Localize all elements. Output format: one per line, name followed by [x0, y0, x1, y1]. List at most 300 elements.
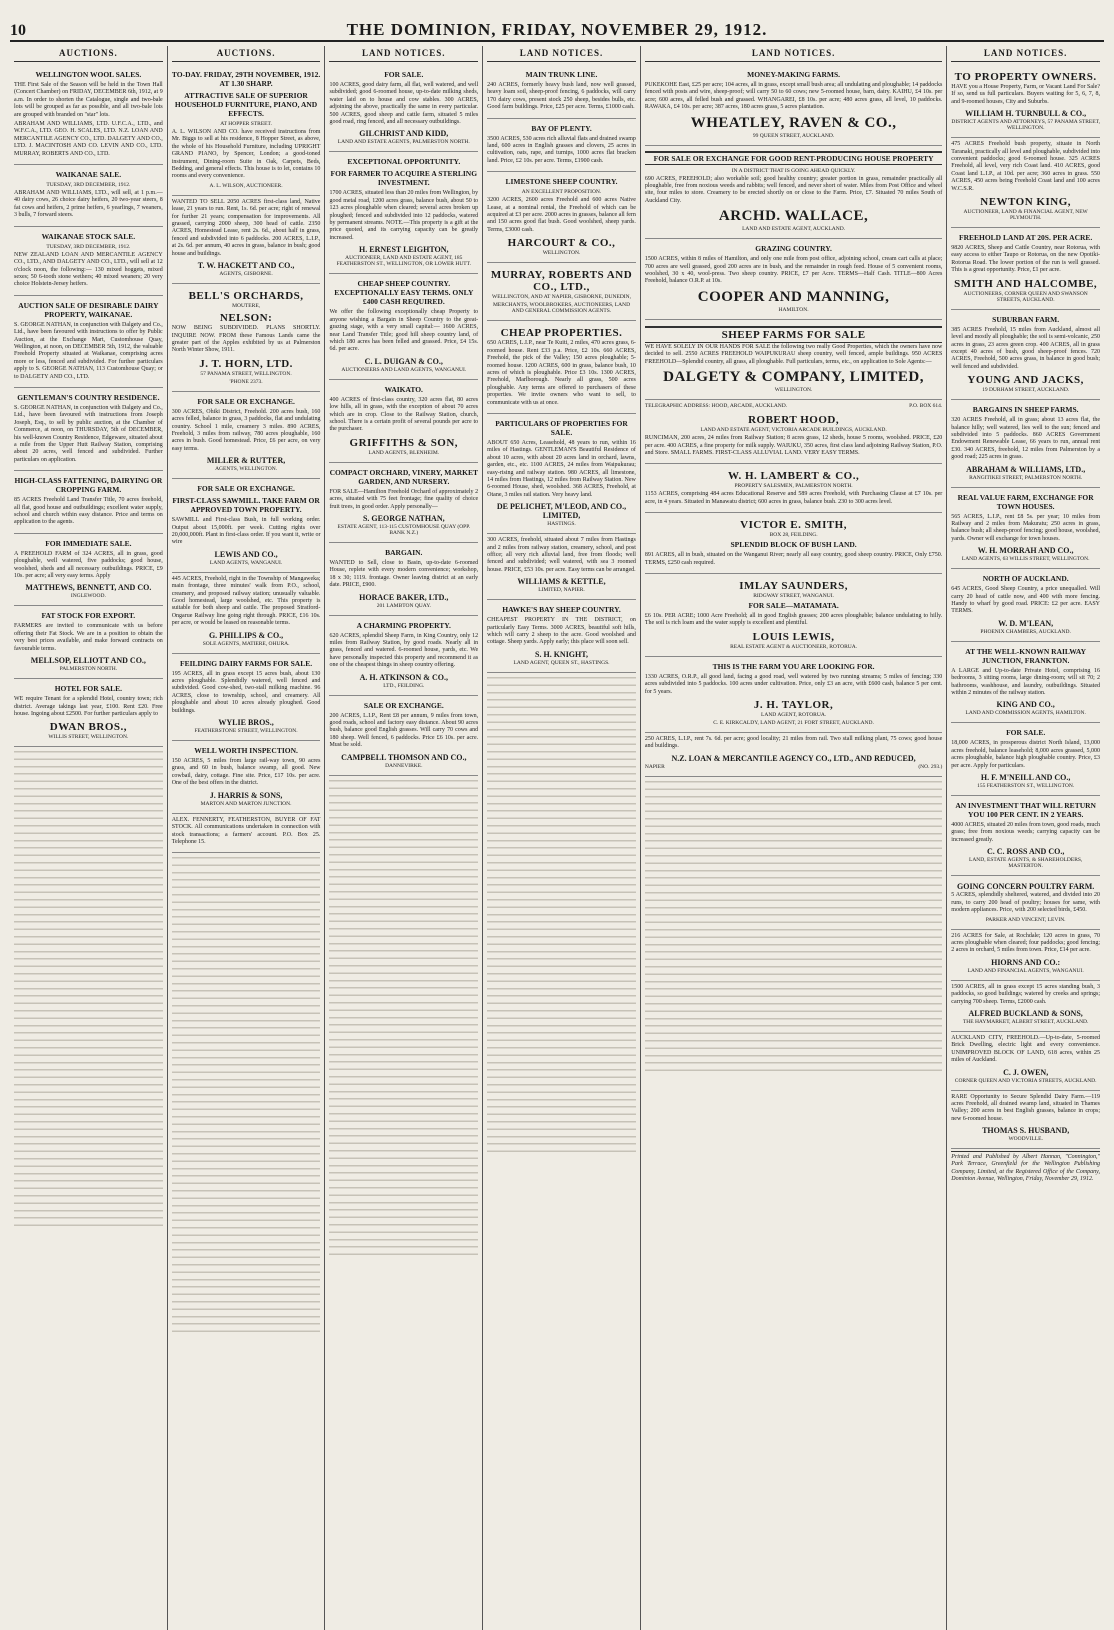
ad-body: 300 ACRES, freehold, situated about 7 miles from Hastings and 2 miles from railway station, creamery, school, and post office; all very rich alluvial land, free from floods; well fenced and subdivided; well watered, with sea 3 roomed house. PRICE, £53 10s. per acre. Easy terms can be arranged.: [487, 537, 636, 573]
advertisement: [14, 65, 163, 165]
advertisement: [172, 284, 321, 392]
ad-firm: MATTHEWS, BENNETT, AND CO.: [25, 583, 152, 593]
ad-heading: FREEHOLD LAND AT 20S. PER ACRE.: [959, 233, 1093, 243]
ad-firm: ARCHD. WALLACE,: [718, 208, 869, 225]
advertisement: [487, 263, 636, 321]
ad-firm: A. H. ATKINSON & CO.,: [359, 672, 448, 682]
ad-firm: YOUNG AND JACKS,: [967, 374, 1084, 387]
ad-firm-place: 201 LAMBTON QUAY.: [376, 602, 431, 609]
ad-firm: DALGETY & COMPANY, LIMITED,: [663, 369, 925, 386]
advertisement: [329, 274, 478, 379]
ad-firm-place: AGENTS, GISBORNE.: [219, 271, 273, 278]
ad-title: ATTRACTIVE SALE OF SUPERIOR HOUSEHOLD FURNITURE, PIANO, AND EFFECTS.: [174, 91, 318, 118]
advertisement: [329, 616, 478, 696]
ad-heading: HAWKE'S BAY SHEEP COUNTRY.: [502, 605, 621, 615]
advertisement: [172, 392, 321, 479]
ad-firm: T. W. HACKETT AND CO.,: [197, 261, 295, 271]
ad-body: 1500 ACRES, within 8 miles of Hamilton, and only one mile from post office, adjoining school, cream cart calls at place; 700 acres are well grassed, good 200 acres are in bush, and the remainder in rough feed. House of 5 convenient rooms, woolshed, 30 x 40, wool-press. Two sheep country. PRICE, £7 per Acre. TERMS—Half Cash. TITLE—800 Acres Freehold, balance O.R.P. at 10s.: [644, 256, 943, 285]
ad-heading: TO-DAY. FRIDAY, 29TH NOVEMBER, 1912. AT 1.30 SHARP.: [171, 70, 321, 88]
advertisement: [645, 320, 942, 400]
ad-firm-place: AUCTIONEER, LAND & FINANCIAL AGENT, NEW PLYMOUTH.: [963, 209, 1088, 222]
ad-firm-place: AGENTS, WELLINGTON.: [215, 466, 278, 473]
ad-heading: AT THE WELL-KNOWN RAILWAY JUNCTION, FRANKTON.: [965, 646, 1087, 665]
advertisement: [14, 606, 163, 679]
ad-firm: WHEATLEY, RAVEN & CO.,: [690, 114, 897, 131]
ad-firm: WYLIE BROS.,: [218, 718, 274, 728]
ad-heading: FOR IMMEDIATE SALE.: [45, 538, 132, 548]
ad-body: 385 ACRES Freehold, 15 miles from Auckland, almost all level and mostly all ploughable; the soil is semi-volcanic, 250 acres in grass, 23 acres green crop. 400 ACRES, all in grass except 40 acres of bush, good sheep-proof fences. 720 ACRES, Freehold, 500 acres grass, in balance in good bush; well fenced and subdivided.: [951, 326, 1101, 370]
advertisement: [951, 310, 1100, 400]
advertisement: [645, 400, 942, 464]
ad-heading: WAIKANAE SALE.: [55, 170, 122, 180]
telegraphic-address: TELEGRAPHIC ADDRESS: HOOD, ARCADE, AUCKLAND.: [644, 403, 788, 410]
ad-firm: WILLIAM H. TURNBULL & CO.,: [965, 109, 1087, 119]
ad-body: 18,000 ACRES, in prosperous district North Island, 13,000 acres freehold, balance leasehold; 8,000 acres grassed, 5,000 acres ploughable, balance high ploughable country. Price, £3 per acre. Apply for particulars.: [951, 740, 1101, 769]
ad-firm: COOPER AND MANNING,: [697, 288, 890, 305]
ad-firm-place: LAND AND COMMISSION AGENTS, HAMILTON.: [965, 710, 1086, 717]
ad-firm: ROBERT HOOD,: [748, 414, 840, 427]
column-1: [10, 46, 168, 1630]
ad-body: FOR SALE—Hamilton Freehold Orchard of approximately 2 acres, situated with 75 feet frontage; fine quality of choice fruit trees, in good order. Apply personally—: [329, 488, 479, 510]
ad-body: 620 ACRES, splendid Sheep Farm, in King Country, only 12 miles from Railway Station, by good roads. Nearly all in grass, fenced and watered. 6-roomed house, yards, etc. We have personally inspected this property and recommend it as one of the cheapest things in sheep country offering.: [329, 632, 479, 669]
ad-agent: LOUIS LEWIS,: [752, 630, 835, 643]
ad-firm: HORACE BAKER, LTD.,: [359, 592, 449, 602]
ad-firm-place: LAND AGENTS, BLENHEIM.: [368, 449, 440, 456]
ad-firm: WILLIAMS & KETTLE,: [517, 577, 606, 587]
ad-body: 475 ACRES Freehold bush property, situate in North Taranaki, practically all level and ploughable, subdivided into convenient paddocks; good 6-roomed house. 325 ACRES Freehold, all level, very rich Coast land. 410 ACRES, good Coast land L.I.P., at 10d. per acre; 360 acres in grass. 550 ACRES, 450 acres being Freehold Coast land and 100 acres W.C.S.R.: [951, 141, 1101, 192]
ad-title: FOR FARMER TO ACQUIRE A STERLING INVESTMENT.: [330, 169, 478, 188]
ad-body: 100 ACRES, good dairy farm, all flat, well watered, and well subdivided; good 6-roomed house, up-to-date milking sheds, water laid on to house and cow stables. 300 ACRES, adjoining the above, practically the same in every particular. 500 ACRES, good sheep and cattle farm, situated 5 miles good road, ring fenced, and all necessary outbuildings.: [329, 82, 479, 126]
ad-firm: HARCOURT & CO.,: [507, 237, 616, 250]
ad-body: NEW ZEALAND LOAN AND MERCANTILE AGENCY CO., LTD., AND DALGETY AND CO., LTD., will sell at 12 o'clock noon, the following:— 130 mixed hoggets, mixed sexes; 50 6-tooth stone wethers; 40 mixed weaners; 20 very choice Holstein-Jersey heifers.: [14, 251, 163, 288]
ad-body: 240 ACRES, formerly heavy bush land, now well grassed, heavy loam soil, sheep-proof fencing, 6 paddocks, will carry 170 dairy cows, present stock 250 sheep, besides bulls, etc. Good farm buildings. Price, £25 per acre. Terms, £1000 cash.: [487, 82, 636, 111]
advertisement: [951, 569, 1100, 642]
advertisement: [14, 388, 163, 471]
small-print-column-text: [645, 777, 942, 1077]
column-5: [641, 46, 947, 1630]
ad-body: HAVE you a House Property, Farm, or Vacant Land For Sale? If so, send us full particulars. Buyers waiting for 5, 6, 7, 8, and 9-roomed houses, City and Suburbs.: [951, 84, 1101, 105]
ad-heading: HIGH-CLASS FATTENING, DAIRYING OR CROPPING FARM.: [14, 476, 163, 495]
ad-signature: A. L. WILSON, AUCTIONEER.: [209, 182, 283, 189]
ad-body: 690 ACRES, FREEHOLD; also workable soil; good healthy country; greater portion in grass, remainder practically all ploughable, free from noxious weeds and rabbits; well fenced, and never short of water. Miles from Post Office and wheel site, four miles to store. Creamery to be erected shortly on or close to the Farm. Price, £7. Situated 70 miles South of Auckland City.: [644, 175, 943, 204]
ad-firms: ABRAHAM AND WILLIAMS, LTD. U.F.C.A., LTD., and W.F.C.A., LTD. GEO. H. SCALES, LTD. N.Z. LOAN AND MERCANTILE AGENCY CO., LTD. DALGETY AND CO., LTD. J. MACINTOSH AND CO. LEVIN AND CO., LTD. MURRAY, ROBERTS AND CO., LTD.: [14, 121, 163, 157]
advertisement: [951, 400, 1100, 487]
advertisement: [14, 165, 163, 227]
ad-firm: H. ERNEST LEIGHTON,: [359, 245, 449, 255]
ad-heading: LIMESTONE SHEEP COUNTRY.: [505, 177, 618, 187]
ad-heading: HOTEL FOR SALE.: [54, 684, 123, 694]
advertisement: [645, 513, 942, 574]
ad-firm: THOMAS S. HUSBAND,: [982, 1126, 1070, 1136]
po-box: P.O. BOX 614.: [909, 403, 943, 410]
ad-location: AT HOPPER STREET.: [220, 121, 272, 127]
ad-heading: FOR SALE.: [384, 70, 424, 79]
ad-heading: WELLINGTON WOOL SALES.: [35, 70, 142, 79]
small-print-column-text: [487, 673, 636, 1153]
advertisement: [329, 152, 478, 274]
ad-heading: COMPACT ORCHARD, VINERY, MARKET GARDEN, AND NURSERY.: [329, 467, 479, 486]
advertisement: [14, 471, 163, 534]
ad-firm-place: MARTON AND MARTON JUNCTION.: [200, 800, 292, 807]
advertisement: [951, 796, 1100, 876]
advertisement: [172, 65, 321, 196]
ad-firm-place: LTD., FEILDING.: [383, 682, 425, 689]
ad-body: SAWMILL and First-class Bush, in full working order. Output about 15,000ft. per week. Cutting rights over 20,000,000ft. Plant in first-class order. If you want it, write or wire: [171, 517, 321, 546]
ad-body: CHEAPEST PROPERTY IN THE DISTRICT, on particularly Easy Terms. 3000 ACRES, beautiful soft hills, which will carry 2 sheep to the acre. Good woolshed and cottage. Sheep yards. Apply early; this place will soon sell.: [487, 617, 636, 646]
column-2: [168, 46, 326, 1630]
column-6: [947, 46, 1104, 1630]
advertisement: [645, 65, 942, 146]
ad-body: 400 ACRES of first-class country, 320 acres flat, 80 acres low hills, all in grass, with the exception of about 70 acres which are in crop. Close to the Railway Station, church, school. There is a certain profit of several pounds per acre to the purchaser.: [329, 396, 479, 433]
advertisement: [487, 65, 636, 119]
ad-body: ALEX. FENNERTY, FEATHERSTON, BUYER OF FAT STOCK. All communications undertaken in connection with stock transactions; a farmers' account. P.O. Box 25. Telephone 15.: [171, 816, 321, 845]
advertisement: [951, 1032, 1100, 1091]
ad-body: 195 ACRES, all in grass except 15 acres bush, about 130 acres ploughable. Splendidly watered, well fenced and subdivided. Good cow-shed, two-stall milking machine. 96 ACRES, close to township, school, and creamery. All ploughable and about 10 acres already ploughed. Good buildings.: [171, 670, 321, 714]
ad-firm-place: CORNER QUEEN AND VICTORIA STREETS, AUCKLAND.: [954, 1077, 1097, 1084]
ad-body: 250 ACRES, L.I.P., rent 7s. 6d. per acre; good locality; 21 miles from rail. Two stall milking plant, 75 cows; good house and buildings.: [644, 735, 943, 750]
section-heading: AUCTIONS.: [14, 46, 163, 62]
ad-firm: S. GEORGE NATHAN,: [362, 513, 445, 523]
ad-firm-place: 155 FEATHERSTON ST., WELLINGTON.: [977, 783, 1075, 790]
ad-firm-place: PROPERTY SALESMEN, PALMERSTON NORTH.: [734, 483, 853, 490]
advertisement: [487, 321, 636, 414]
advertisement: [951, 65, 1100, 138]
ad-firm-place: BOX 28, FEILDING.: [769, 532, 818, 539]
ad-firm: N.Z. LOAN & MERCANTILE AGENCY CO., LTD., AND REDUCED,: [671, 753, 916, 763]
ad-firm: W. H. LAMBERT & CO.,: [727, 470, 860, 483]
ad-heading: FOR SALE—MATAMATA.: [748, 600, 839, 610]
advertisement: [487, 172, 636, 263]
advertisement: [645, 733, 942, 777]
ad-heading: PARTICULARS OF PROPERTIES FOR SALE.: [495, 418, 628, 437]
ad-heading: MAIN TRUNK LINE.: [525, 70, 598, 79]
column-3: [325, 46, 483, 1630]
ad-firm: C. J. OWEN,: [1003, 1067, 1049, 1077]
ad-body: PUKEKOHE East, £25 per acre; 104 acres, all in grass, except small bush area; all undulating and ploughable; 14 paddocks fenced with posts and wire, sheep-proof; will carry 50 to 60 cows; new 5-roomed house, barn, dairy. KAIHU, £4 10s. per acre; 600 acres, all felled bush and grassed. WHANGAREI, £8 10s. per acre; 480 acres grass, all level, 10 paddocks. RAWAKA, £4 10s. per acre; 387 acres, 180 acres grass, 5 acres plantation.: [644, 82, 943, 111]
ad-body: 1330 ACRES, O.R.P., all good land, facing a good road, well watered by two running streams; 5 miles of fencing; 330 acres subdivided into 5 paddocks. 100 acres under cultivation. Price, only £3 an acre, with £600 cash, balance 5 per cent. for 5 years.: [644, 673, 943, 695]
ad-firm: ALFRED BUCKLAND & SONS,: [968, 1008, 1083, 1018]
ad-heading: THIS IS THE FARM YOU ARE LOOKING FOR.: [712, 661, 875, 671]
ad-firm: NEWTON KING,: [980, 196, 1072, 209]
ad-heading: FOR SALE OR EXCHANGE FOR GOOD RENT-PRODUCING HOUSE PROPERTY: [645, 151, 942, 165]
ad-heading: BARGAINS IN SHEEP FARMS.: [972, 405, 1079, 415]
ad-heading: NORTH OF AUCKLAND.: [982, 574, 1069, 584]
ad-firm: LEWIS AND CO.,: [214, 549, 278, 559]
ad-body: 4000 ACRES, situated 20 miles from town, good roads, much grass; free from noxious weeds; carrying capacity can be increased greatly.: [951, 822, 1101, 843]
ad-firm: PARKER AND VINCENT, LEVIN.: [985, 916, 1066, 923]
advertisement: [172, 654, 321, 741]
advertisement: [951, 642, 1100, 724]
advertisement: [172, 573, 321, 654]
ad-firm-place: AUCTIONEERS, CORNER QUEEN AND SWANSON STREETS, AUCKLAND.: [963, 290, 1088, 303]
ad-firm-place: LAND AND FINANCIAL AGENTS, WANGANUI.: [967, 967, 1084, 974]
section-heading: LAND NOTICES.: [951, 46, 1100, 62]
ad-body: RUNCIMAN, 200 acres, 24 miles from Railway Station; 8 acres grass, 12 sheds, house 5 rooms, woolshed. PRICE, £20 per acre. 400 ACRES, a fine property for milk supply. WAIUKU, 350 acres, first class land adjoining Railway Station, P.O. and Store. SMALL FARMS. FIRST-CLASS ALLUVIAL LAND. VERY EASY TERMS.: [644, 435, 943, 456]
ad-firm: MURRAY, ROBERTS AND CO., LTD.,: [490, 269, 633, 294]
advertisement: [951, 138, 1100, 228]
advertisement: [14, 296, 163, 388]
advertisement: [172, 196, 321, 284]
ad-firm: ABRAHAM & WILLIAMS, LTD.,: [966, 464, 1086, 474]
ad-firm: GILCHRIST AND KIDD,: [359, 129, 449, 139]
ad-firm: J. H. TAYLOR,: [753, 698, 834, 711]
advertisement: [487, 600, 636, 673]
ad-body: AUCKLAND CITY, FREEHOLD.—Up-to-date, 5-roomed Brick Dwelling, electric light and every convenience. UNIMPROVED BLOCK OF LAND, 618 acres, within 25 miles of Auckland.: [951, 1034, 1101, 1064]
ad-firm-place: HAMILTON.: [778, 306, 809, 313]
ad-heading: CHEAP SHEEP COUNTRY. EXCEPTIONALLY EASY TERMS. ONLY £400 CASH REQUIRED.: [334, 279, 474, 307]
ad-firm-place: PALMERSTON NORTH.: [59, 666, 118, 673]
ad-body: 1700 ACRES, situated less than 20 miles from Wellington, by good metal road, 1200 acres grass, balance bush, about 50 to 123 acres ploughable when cleared; several acres broken up ploughed; fenced and subdivided into 12 paddocks, watered by permanent streams. NOTE.—This property is a gift at the price quoted, and its carrying capacity can be greatly increased.: [329, 190, 479, 241]
ad-subheading: IN A DISTRICT THAT IS GOING AHEAD QUICKLY.: [731, 167, 856, 174]
ad-firm-place: NAPIER: [644, 763, 665, 770]
ad-body: 650 ACRES, L.I.P., near Te Kuiti, 2 miles, 470 acres grass, 6-roomed house. Rent £33 p.a. Price, £2 10s. 660 ACRES, Freehold, the pick of the Valley; 150 acres ploughable; 5-roomed house. 1200 ACRES, 600 in grass, balance bush, 10 acres of which is ploughable. Price £3 10s. 1300 ACRES, Freehold, Marlborough. Nearly all grass, 500 acres ploughable. Any terms are offered to purchasers of these properties. We invite owners who want to sell, to communicate with us at once.: [487, 340, 636, 406]
ad-heading: SALE OR EXCHANGE.: [363, 700, 444, 710]
ad-firm-place: LAND AND ESTATE AGENT, VICTORIA ARCADE BUILDINGS, AUCKLAND.: [700, 427, 887, 434]
ad-firm-place: DANNEVIRKE.: [385, 762, 423, 769]
ad-body: WE require Tenant for a splendid Hotel, country town; rich district. Average takings last year, £100. Rent £20. Free house. Ingoing about £2500. For further particulars apply to: [14, 696, 163, 717]
small-print-column-text: [172, 853, 321, 1333]
ad-firm: VICTOR E. SMITH,: [740, 519, 847, 532]
ad-firm-place: HASTINGS.: [547, 521, 576, 528]
ad-firm-place: LAND AGENTS, 63 WILLIS STREET, WELLINGTON.: [961, 556, 1090, 563]
ad-title: FIRST-CLASS SAWMILL. TAKE FARM OR APPROVED TOWN PROPERTY.: [172, 496, 320, 515]
ad-firm: KING AND CO.,: [996, 700, 1055, 710]
ad-body: 300 ACRES, Ohiki District, Freehold. 200 acres bush, 160 acres felled, balance in grass, 3 paddocks, flat and undulating country. School 1 mile, creamery 3 miles. 890 ACRES, Freehold, 3 miles from railway, 780 acres ploughable, 160 acres in bush. Good homestead. Price, £6 per acre, on very easy terms.: [171, 408, 321, 452]
ad-firm: MELLSOP, ELLIOTT AND CO.,: [30, 656, 146, 666]
advertisement: [14, 534, 163, 607]
ad-firm-place: DISTRICT AGENTS AND ATTORNEYS, 57 PANAMA STREET, WELLINGTON.: [951, 119, 1100, 132]
column-4: [483, 46, 641, 1630]
ad-heading: CHEAP PROPERTIES.: [500, 327, 623, 340]
ad-body: 645 ACRES, Good Sheep Country, a price unequalled. Will carry 20 head of cattle now, and 400 with more fencing. Handy to wharf by good road. PRICE: £2 per acre. EASY TERMS.: [951, 586, 1101, 615]
ad-heading: SUBURBAN FARM.: [992, 314, 1060, 324]
ad-body: We offer the following exceptionally cheap Property to anyone wishing a Bargain in Sheep Country to the great-grazing stage, with a very small capital:— 1600 ACRES, near Land Transfer Title; good hill sheep country land, of which 180 acres has been felled and grassed. Price, £4 15s. 6d. per acre.: [329, 309, 479, 353]
masthead: [10, 6, 1104, 42]
newspaper-title: THE DOMINION, FRIDAY, NOVEMBER 29, 1912.: [346, 20, 768, 39]
advertisement: [951, 930, 1100, 981]
ad-firm: BELL'S ORCHARDS,: [188, 290, 304, 303]
advertisement: [951, 488, 1100, 570]
advertisement: [14, 227, 163, 296]
advertisement: [645, 657, 942, 733]
ad-body: 200 ACRES, L.I.P., Rent £8 per annum, 9 miles from town, good roads, school and factory easy distance. About 90 acres bush, balance good English grasses. Will carry 70 cows and 180 sheep. Well fenced, 6 paddocks. Price £6 10s. per acre. Must be sold.: [329, 712, 479, 749]
ad-body: A. L. WILSON AND CO. have received instructions from Mr. Biggs to sell at his residence, 8 Hopper Street, as above, the whole of his Household Furniture, including UPRIGHT GRAND PIANO, by Spencer, London; a good-toned instrument, Dining-room Suite in Oak, Carpets, Beds, Bedding, and general effects. This house is to let, contains 10 rooms and every convenience.: [171, 129, 321, 180]
ad-firm: H. F. M'NEILL AND CO.,: [980, 773, 1071, 783]
ad-firm-place: LAND AGENT, QUEEN ST., HASTINGS.: [513, 659, 610, 666]
advertisement: [487, 414, 636, 534]
ad-body: FARMERS are invited to communicate with us before offering their Fat Stock. We are in a position to obtain the very best prices available, and make forward contracts on favourable terms.: [14, 623, 163, 652]
ad-date: TUESDAY, 3RD DECEMBER, 1912.: [46, 243, 131, 250]
advertisement: [172, 479, 321, 573]
ad-firm-place: INGLEWOOD.: [70, 593, 106, 600]
ad-firm-place: LAND AGENTS, WANGANUI.: [209, 559, 283, 566]
advertisement: [329, 380, 478, 463]
ad-firm: C. L. DUIGAN & CO.,: [364, 356, 443, 366]
ad-body: 150 ACRES, 5 miles from large rail-way town, 90 acres grass, and 60 in bush, balance swamp, all good. New cowbail, dairy, cottage. Fine site. Price, £17 10s. per acre. One of the best offers in the district.: [171, 758, 321, 787]
ad-heading: SHEEP FARMS FOR SALE: [645, 326, 942, 343]
ad-body: 5 ACRES, splendidly sheltered, watered, and divided into 20 runs, to carry 200 head of poultry; houses for same, with modern appliances. Price, with 200 selected birds, £450.: [951, 892, 1101, 914]
advertisement: [645, 464, 942, 513]
ad-body: 565 ACRES, L.I.P., rent £8 5s. per year; 10 miles from Railway and 2 miles from Makuratu; 250 acres in grass, balance bush; all sheep-proof fencing; good house, woolshed, yards. Owner will exchange for town houses.: [951, 513, 1101, 542]
ad-heading: FOR SALE.: [1006, 728, 1046, 738]
ad-heading: WAIKATO.: [384, 384, 423, 394]
advertisement: [951, 1091, 1100, 1150]
ad-heading: A CHARMING PROPERTY.: [356, 620, 451, 630]
ad-heading: WAIKANAE STOCK SALE.: [41, 231, 136, 241]
advertisement: [951, 876, 1100, 929]
ad-firm-place: AUCTIONEERS AND LAND AGENTS, WANGANUI.: [341, 366, 467, 373]
ad-firm: W. H. MORRAH AND CO.,: [977, 546, 1074, 556]
ad-heading: FOR SALE OR EXCHANGE.: [197, 484, 295, 494]
ad-firm-place: THE HAYMARKET, ALBERT STREET, AUCKLAND.: [962, 1018, 1089, 1025]
ad-title: AN EXCELLENT PROPOSITION.: [521, 189, 602, 196]
ad-body: A FREEHOLD FARM of 324 ACRES, all in grass, good ploughable, well watered, five paddocks; good house, woolshed, sheds and all necessary outbuildings. PRICE, £9 10s. per acre; all very easy terms. Apply: [14, 550, 163, 580]
ad-heading: BAY OF PLENTY.: [531, 123, 592, 133]
advertisement: [329, 696, 478, 776]
ad-firm-place: 99 QUEEN STREET, AUCKLAND.: [752, 132, 835, 139]
advertisement: [14, 679, 163, 747]
columns: [10, 46, 1104, 1630]
ad-heading: WELL WORTH INSPECTION.: [194, 746, 298, 756]
ad-agent-place: REAL ESTATE AGENT & AUCTIONEER, ROTORUA.: [730, 643, 858, 650]
ad-body: NOW BEING SUBDIVIDED. PLANS SHORTLY. INQUIRE NOW. FROM these Famous Lands came the greater part of the Apples exhibited by us at Palmerston North Winter Show, 1911.: [171, 325, 321, 354]
ad-heading: FEILDING DAIRY FARMS FOR SALE.: [180, 658, 313, 668]
ad-firm: IMLAY SAUNDERS,: [739, 579, 848, 592]
ad-body: 3200 ACRES, 2600 acres Freehold and 600 acres Native Lease, at a nominal rental, the Freehold of which can be acquired at £3 per acre. 2000 acres in grasses, balance all fern and 150 acres good flat bush. Good woolshed, sheep yards. Terms, £3000 cash.: [487, 197, 636, 233]
ad-body: WANTED TO SELL 2050 ACRES first-class land, Native lease, 21 years to run. Rent, 1s. 6d. per acre; right of renewal for further 21 years; compensation for improvements. All grassed, carrying 2000 sheep, 300 head of cattle. 2350 ACRES, Homestead Lease, rent 2s. 6d., about half in grass, fenced and subdivided into 6 paddocks. 200 ACRES, L.I.P., at 2s. 6d. per annum, 40 acres in grass, balance in bush; good house and buildings.: [171, 198, 321, 257]
page-number: 10: [10, 22, 26, 39]
ad-firm-place: WELLINGTON, AND AT NAPIER, GISBORNE, DUNEDIN,: [492, 294, 631, 301]
ad-heading: REAL VALUE FARM, EXCHANGE FOR TOWN HOUSES.: [957, 492, 1094, 511]
ad-firm-place: 19 DURHAM STREET, AUCKLAND.: [982, 387, 1070, 394]
ad-body: WE HAVE SOLELY IN OUR HANDS FOR SALE the following two really Good Properties, which the owners have now decided to sell. 2550 ACRES FREEHOLD WAIPUKURAU sheep country, well fenced, ample buildings. 950 ACRES FREEHOLD—Splendid country, all grass, all ploughable. Full particulars, terms, etc., on application to Sole Agents:—: [644, 343, 943, 365]
ad-firm-place: WELLINGTON.: [542, 250, 581, 257]
advertisement: [951, 228, 1100, 310]
ad-firm-place: RIDGWAY STREET, WANGANUI.: [753, 592, 834, 599]
ad-body: 320 ACRES Freehold, all in grass; about 13 acres flat, the balance hilly; well watered, lies well to the sun; fenced and subdivided into 5 paddocks. 860 ACRES Government Endowment Renewable Lease, 66 years to run, annual rent £30. 340 ACRES, freehold, 12 miles from Palmerston by a good road; 225 acres in grass.: [951, 417, 1101, 461]
ad-firm: W. D. M'LEAN,: [998, 618, 1054, 628]
ad-header-row: [645, 403, 942, 411]
ad-firm-place: FEATHERSTONE STREET, WELLINGTON.: [194, 728, 298, 735]
ad-firm-place: MOUTERE,: [232, 303, 261, 310]
ad-firm-place: WILLIS STREET, WELLINGTON.: [48, 734, 129, 741]
ad-heading: AUCTION SALE OF DESIRABLE DAIRY PROPERTY, WAIKANAE.: [18, 300, 159, 319]
ad-firm: GRIFFITHS & SON,: [349, 436, 459, 449]
ad-body: £6 10s. PER ACRE; 1000 Acre Freehold; all in good English grasses; 200 acres ploughable; balance undulating to hilly. The soil is rich loam and the water supply is excellent and plentiful.: [644, 612, 943, 627]
ad-firm: SMITH AND HALCOMBE,: [954, 277, 1098, 290]
ad-firm-place: SOLE AGENTS, MATIERE, OHURA.: [202, 640, 290, 647]
ad-body: 891 ACRES, all in bush, situated on the Wanganui River; nearly all easy country, good sheep country. PRICE, Only £750. TERMS, £250 cash required.: [644, 552, 943, 566]
small-print-column-text: [329, 776, 478, 1256]
ad-body: 3500 ACRES, 530 acres rich alluvial flats and drained swamp land, 600 acres in English grasses and clovers, 25 acres in cultivation, oats, rape, and turnips, 1000 acres flat bracken land. Price, £2 10s. per acre. Terms, £1900 cash.: [487, 135, 636, 164]
ad-body: WANTED to Sell, close to Basin, up-to-date 6-roomed House, replete with every modern convenience; workshop, 18 x 30; 1119. frontage. Owner leaving district at an early date. PRICE, £900.: [329, 559, 479, 589]
ad-heading: SPLENDID BLOCK OF BUSH LAND.: [730, 540, 857, 550]
ad-firm: DE PELICHET, M'LEOD, AND CO., LIMITED,: [496, 502, 627, 521]
advertisement: [172, 814, 321, 854]
ad-firm: J. HARRIS & SONS,: [209, 790, 283, 800]
ad-firm: CAMPBELL THOMSON AND CO.,: [341, 752, 467, 762]
printer-imprint: Printed and Published by Albert Hannan, "Connington," Park Terrace, Greenfield for the Wellington Publishing Company, Limited, at the Registered Office of the Company, Dominion Avenue, Wellington, Friday, November 29, 1912.: [951, 1151, 1100, 1183]
small-print-column-text: [14, 747, 163, 1227]
ad-agent-address: 57 PANAMA STREET, WELLINGTON.: [200, 370, 292, 377]
ad-body: RARE Opportunity to Secure Splendid Dairy Farm.—119 acres Freehold, all drained swamp land, situated in Thames Valley; 200 acres in best English grasses, balance in crops; new 6-roomed house.: [951, 1093, 1101, 1122]
advertisement: [329, 543, 478, 616]
ad-heading: GENTLEMAN'S COUNTRY RESIDENCE.: [17, 392, 160, 402]
ad-date: TUESDAY, 3RD DECEMBER, 1912.: [46, 182, 131, 189]
advertisement: [329, 65, 478, 152]
ad-firm-place: LAND, ESTATE AGENTS, & SHAREHOLDERS, MASTERTON.: [968, 857, 1083, 870]
advertisement: [645, 239, 942, 320]
ad-body: 9820 ACRES, Sheep and Cattle Country, near Rotorua, with easy access to either Taupo or Rotorua, on the new Opotiki-Rotorua Road. The lower portion of the run is well grassed. This is a great opportunity. Price, £1 per acre.: [951, 245, 1101, 274]
ad-firm-place: LIMITED, NAPIER.: [538, 587, 585, 594]
advertisement: [172, 741, 321, 814]
ad-firm-place: LAND AND ESTATE AGENT, AUCKLAND.: [742, 226, 846, 233]
ad-number: (NO. 293.): [918, 763, 943, 770]
ad-body: S. GEORGE NATHAN, in conjunction with Dalgety and Co., Ltd., have been favoured with instructions to offer by Public Auction, at the Exchange Mart, Customhouse Quay, Wellington, at noon, on DECEMBER 5th, 1912, the valuable Freehold Property situated at Waikanae, comprising acres more or less, fenced and subdivided. For further particulars apply to S. GEORGE NATHAN, 113 Customhouse Quay; or to DALGETY AND CO., LTD.: [14, 321, 163, 380]
section-heading: AUCTIONS.: [172, 46, 321, 62]
ad-firm-place: AUCTIONEER, LAND AND ESTATE AGENT, 185 FEATHERSTON ST., WELLINGTON, OR LOWER HUTT.: [336, 255, 471, 268]
ad-body: ABRAHAM AND WILLIAMS, LTD., will sell, at 1 p.m.— 40 dairy cows, 26 choice dairy heifers, 20 two-year steers, 8 fat cows and heifers, 2 prime heifers, 6 yearlings, 7 weaners, 3 bulls, 7 forward steers.: [14, 190, 163, 219]
ad-description: MERCHANTS, WOOLBROKERS, AUCTIONEERS, LAND AND GENERAL COMMISSION AGENTS.: [492, 302, 631, 315]
ad-firm-place: LAND AGENT, ROTORUA.: [760, 711, 827, 718]
ad-body: THE First Sale of the Season will be held in the Town Hall (Concert Chamber) on FRIDAY, DECEMBER 6th, 1912, at 9 a.m. In order to shorten the Catalogue, single and two-bale lots will be grouped as far as possible, and all two-bale lots are grouped with branded on "star" lots.: [14, 82, 163, 118]
ad-firm: G. PHILLIPS & CO.,: [208, 630, 284, 640]
ad-agent: C. E. KIRKCALDY, LAND AGENT, 21 FORT STREET, AUCKLAND.: [713, 719, 874, 726]
ad-firm-place: WOODVILLE.: [1008, 1136, 1043, 1143]
ad-firm: HIORNS AND CO.:: [991, 957, 1061, 967]
ad-phone: 'PHONE 2373.: [229, 378, 263, 385]
ad-heading: BARGAIN.: [385, 547, 423, 557]
ad-town: NELSON:: [219, 312, 273, 325]
advertisement: [951, 981, 1100, 1032]
ad-body: ABOUT 650 Acres, Leasehold, 48 years to run, within 16 miles of Hastings. GENTLEMAN'S Beautiful Residence of about 10 acres, with about 20 acres land in orchard, lawns, garden, etc., etc. 1100 ACRES, 24 miles from Waipukurau; easy-rising and railway station. 980 ACRES, all limestone, 14 miles from Hastings, 12 miles from Railway Station. New 6-roomed House, shed, woolshed. 368 ACRES, Freehold, at Otane, 3 miles rail station. Very heavy land.: [487, 439, 636, 498]
advertisement: [645, 574, 942, 657]
ad-heading: AN INVESTMENT THAT WILL RETURN YOU 100 PER CENT. IN 2 YEARS.: [955, 801, 1096, 820]
ad-firm: MILLER & RUTTER,: [206, 456, 286, 466]
ad-firm-place: PHOENIX CHAMBERS, AUCKLAND.: [980, 628, 1071, 635]
ad-heading: MONEY-MAKING FARMS.: [747, 70, 841, 79]
ad-heading: FAT STOCK FOR EXPORT.: [41, 611, 136, 621]
ad-firm: S. H. KNIGHT,: [535, 649, 588, 659]
section-heading: LAND NOTICES.: [329, 46, 478, 62]
ad-body: A LARGE and Up-to-date Private Hotel, comprising 16 bedrooms, 3 sitting rooms, large dining-room; will sit 70; 2 bathrooms, washhouse, and laundry, outbuildings. Situated within 2 minutes of the railway station.: [951, 667, 1101, 697]
ad-body: S. GEORGE NATHAN, in conjunction with Dalgety and Co., Ltd., have been favoured with instructions from Joseph Joseph, Esq., to sell by public auction, at the Chamber of Commerce, at noon, on THURSDAY, 5th of DECEMBER, his well-known Country Residence, Edgeware, situated about a mile from the Upper Hutt Railway Station, comprising about 20 acres, well fenced and subdivided. Further particulars on application.: [14, 404, 163, 463]
ad-heading: GOING CONCERN POULTRY FARM.: [957, 882, 1095, 892]
section-heading: LAND NOTICES.: [487, 46, 636, 62]
advertisement: [645, 146, 942, 240]
ad-firm-place: WELLINGTON.: [774, 387, 813, 394]
ad-body: 445 ACRES, Freehold, right in the Township of Mangaweka; main frontage, three minutes' walk from P.O., school, creamery, and proposed railway station; unusually valuable. Good homestead, large woolshed, etc. This property is suitable for both sheep and cattle. The proposed Stratford-Ongarue Railway line going right through. PRICE, £16 10s. per acre, or would be leased on reasonable terms.: [171, 575, 321, 627]
ad-body: 216 ACRES for Sale, at Rochdale; 120 acres in grass, 70 acres ploughable when cleared; four paddocks; good fencing; 2 acres in orchard, 5 miles from town. Price, £14 per acre.: [951, 932, 1101, 954]
ad-firm: C. C. ROSS AND CO.,: [986, 847, 1065, 857]
ad-heading: FOR SALE OR EXCHANGE.: [197, 396, 295, 406]
ad-firm-place: LAND AND ESTATE AGENTS, PALMERSTON NORTH.: [337, 139, 470, 146]
ad-heading: GRAZING COUNTRY.: [755, 244, 832, 254]
ad-body: 85 ACRES Freehold Land Transfer Title, 70 acres freehold, all flat, good house and outbuildings; excellent water supply, school and church within easy distance. Price and terms on application to the agents.: [14, 497, 163, 526]
section-heading: LAND NOTICES.: [645, 46, 942, 62]
ad-footer-row: [645, 764, 942, 772]
ad-firm-place: ESTATE AGENT, 113-115 CUSTOMHOUSE QUAY (OPP. BANK N.Z.): [337, 523, 471, 536]
ad-body: 1153 ACRES, comprising 484 acres Educational Reserve and 589 acres Freehold, with Purchasing Clause at £7 10s. per acre, in 4 years. Situated in Manawatu district; 600 acres in grass, balance bush. 230 to 300 acres level.: [644, 491, 943, 505]
ad-body: 1500 ACRES, all in grass except 15 acres standing bush, 3 paddocks, so good buildings; watered by creeks and springs; carrying 700 sheep. Terms, £2000 cash.: [951, 983, 1101, 1005]
advertisement: [487, 119, 636, 173]
advertisement: [329, 463, 478, 543]
advertisement: [487, 534, 636, 600]
advertisement: [951, 723, 1100, 796]
ad-firm-place: RANGITIKEI STREET, PALMERSTON NORTH.: [969, 474, 1083, 481]
ad-agent: J. T. HORN, LTD.: [199, 357, 293, 370]
ad-heading: EXCEPTIONAL OPPORTUNITY.: [347, 157, 461, 167]
